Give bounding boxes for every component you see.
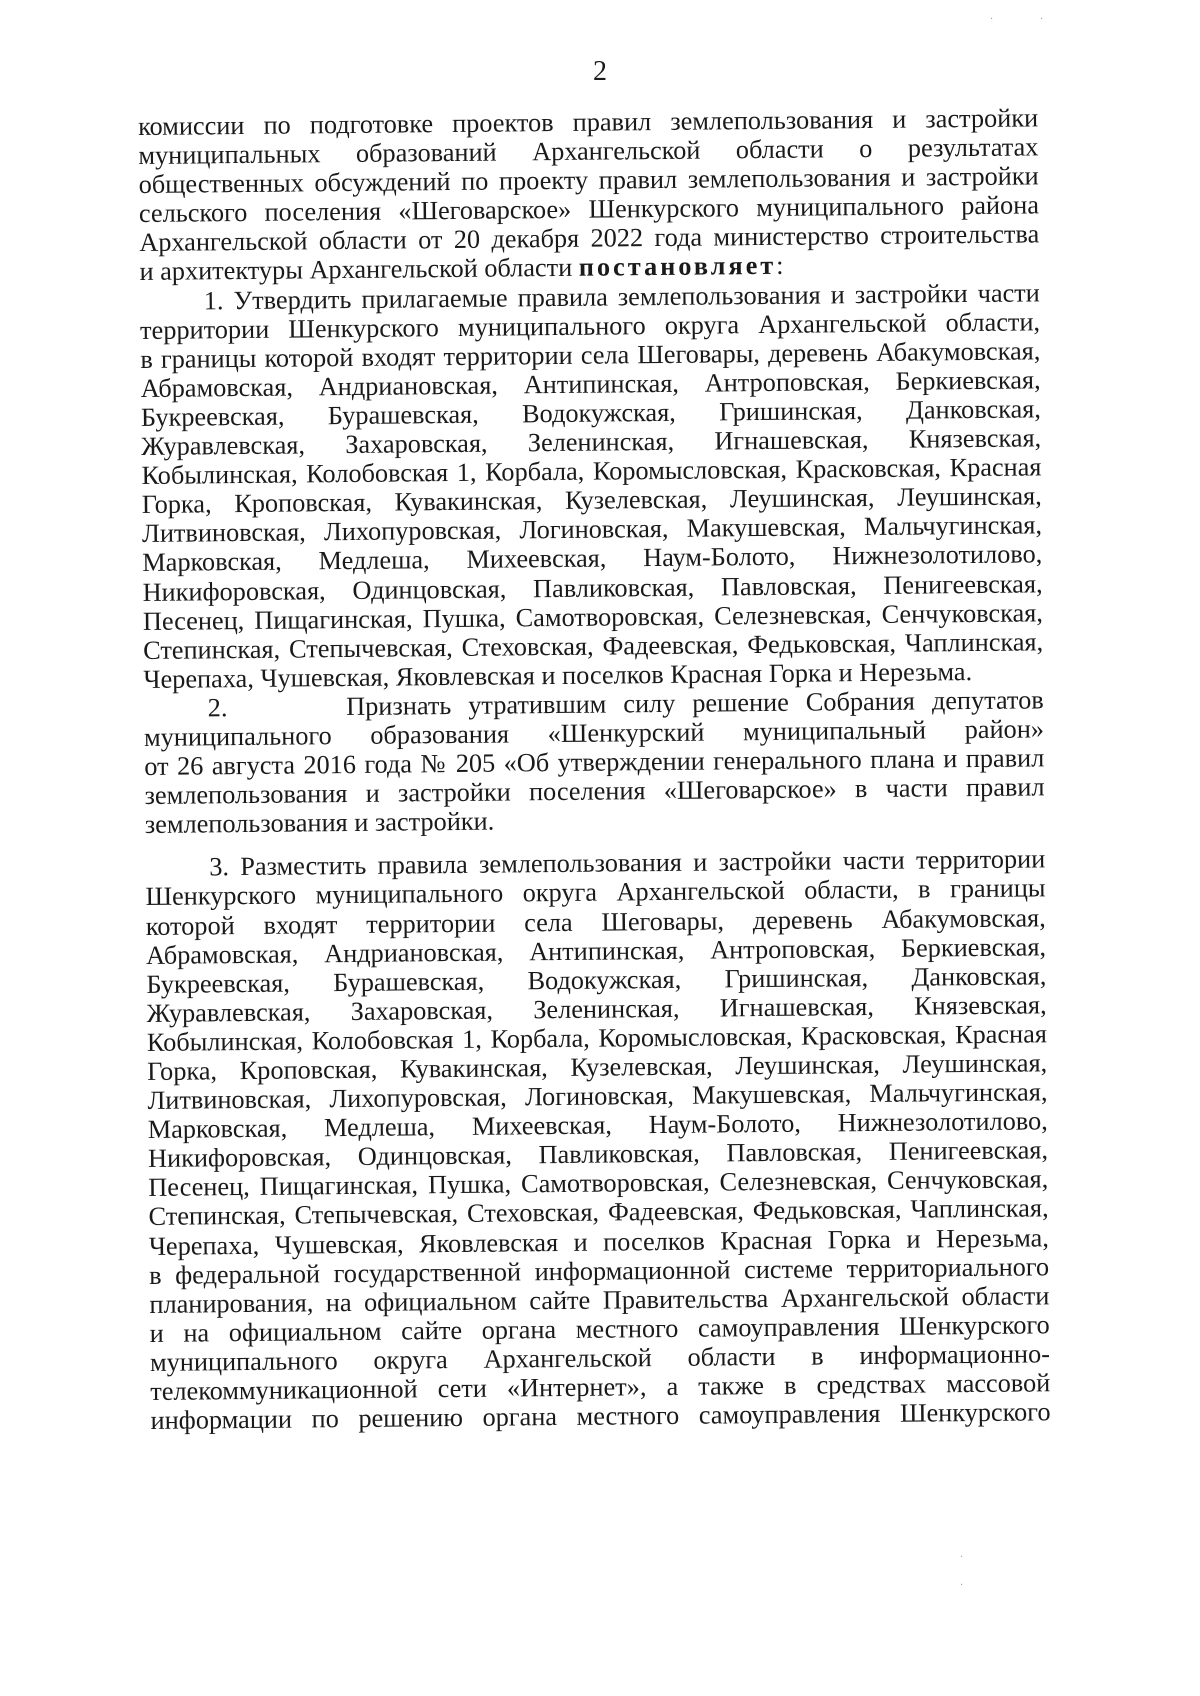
text-line: Черепаха, Чушевская, Яковлевская и поселков Красная Горка и Нерезьма. <box>143 656 973 694</box>
text-line: Марковская, Медлеша, Михеевская, Наум-Болото, Нижнезолотилово, <box>142 539 1043 578</box>
text-line: комиссии по подготовке проектов правил землепользования и застройки <box>138 103 1039 141</box>
text-line: Архангельской области от 20 декабря 2022 года министерство строительства <box>139 219 1040 258</box>
paragraph-intro <box>138 103 1040 286</box>
text-line: которой входят территории села Шеговары, деревень Абакумовская, <box>145 902 1046 941</box>
text-line: Литвиновская, Лихопуровская, Логиновская, Макушевская, Мальчугинская, <box>141 510 1043 549</box>
resolution-keyword: постановляет <box>578 251 777 283</box>
text-line: Марковская, Медлеша, Михеевская, Наум-Болото, Нижнезолотилово, <box>147 1106 1048 1145</box>
scan-speck: · <box>960 1552 964 1563</box>
paragraph-item-1 <box>140 278 1044 694</box>
text-line: муниципальных образований Архангельской области о результатах <box>138 132 1039 171</box>
text-line: Песенец, Пищагинская, Пушка, Самотворовская, Селезневская, Сенчуковская, <box>148 1164 1049 1203</box>
text-line: Шенкурского муниципального округа Архангельской области, в границы <box>145 873 1046 912</box>
text-run: : <box>776 251 784 281</box>
text-line: Степинская, Степычевская, Стеховская, Фадеевская, Федьковская, Чаплинская, <box>148 1193 1049 1232</box>
text-line: Горка, Кроповская, Кувакинская, Кузелевская, Леушинская, Леушинская, <box>141 481 1042 520</box>
text-line: телекоммуникационной сети «Интернет», а также в средствах массовой <box>150 1368 1051 1406</box>
text-line: территории Шенкурского муниципального округа Архангельской области, <box>139 307 1041 345</box>
document-body <box>138 103 1051 1435</box>
text-line: Никифоровская, Одинцовская, Павликовская, Павловская, Пенигеевская, <box>142 568 1043 607</box>
paragraph-item-3 <box>145 845 1051 1435</box>
scan-speck: · <box>1040 14 1044 25</box>
text-line: муниципального округа Архангельской области в информационно- <box>149 1339 1051 1377</box>
text-line: Журавлевская, Захаровская, Зеленинская, Игнашевская, Князевская, <box>146 990 1047 1028</box>
text-line: муниципального образования «Шенкурский муниципальный район» <box>143 714 1045 752</box>
text-line: Букреевская, Бурашевская, Водокужская, Гришинская, Данковская, <box>140 394 1042 432</box>
item-number: 2. <box>207 693 228 723</box>
text-run: Признать утратившим силу решение Собрания депутатов <box>346 685 1044 721</box>
text-line: 1. Утвердить прилагаемые правила землепользования и застройки части <box>203 277 1040 315</box>
text-line: от 26 августа 2016 года № 205 «Об утверждении генерального плана и правил <box>144 743 1045 782</box>
text-line: планирования, на официальном сайте Правительства Архангельской области <box>149 1281 1050 1319</box>
text-line: Абрамовская, Андриановская, Антипинская, Антроповская, Беркиевская, <box>145 931 1047 970</box>
text-line: Степинская, Степычевская, Стеховская, Фадеевская, Федьковская, Чаплинская, <box>143 627 1044 665</box>
text-line: Горка, Кроповская, Кувакинская, Кузелевская, Леушинская, Леушинская, <box>147 1048 1048 1086</box>
text-line: Литвиновская, Лихопуровская, Логиновская, Макушевская, Мальчугинская, <box>147 1077 1048 1116</box>
scan-speck: · <box>990 14 994 25</box>
text-line: 3. Разместить правила землепользования и застройки части территории <box>209 844 1046 882</box>
text-line: Никифоровская, Одинцовская, Павликовская, Павловская, Пенигеевская, <box>147 1135 1049 1174</box>
text-line: Песенец, Пищагинская, Пушка, Самотворовская, Селезневская, Сенчуковская, <box>142 597 1043 636</box>
paragraph-item-2 <box>144 685 1045 839</box>
text-line: Журавлевская, Захаровская, Зеленинская, Игнашевская, Князевская, <box>141 423 1042 462</box>
text-line: Абрамовская, Андриановская, Антипинская, Антроповская, Беркиевская, <box>140 365 1041 403</box>
text-line: общественных обсуждений по проекту правил землепользования и застройки <box>138 161 1039 200</box>
text-line: Букреевская, Бурашевская, Водокужская, Гришинская, Данковская, <box>146 961 1047 999</box>
text-line: Кобылинская, Колобовская 1, Корбала, Коромысловская, Красковская, Красная <box>141 452 1042 491</box>
text-line: Кобылинская, Колобовская 1, Корбала, Коромысловская, Красковская, Красная <box>146 1019 1048 1057</box>
scan-speck: · <box>960 1580 964 1591</box>
text-line: информации по решению органа местного самоуправления Шенкурского <box>150 1397 1051 1436</box>
text-line: в границы которой входят территории села Шеговары, деревень Абакумовская, <box>140 336 1041 374</box>
text-line: и на официальном сайте органа местного самоуправления Шенкурского <box>149 1310 1050 1348</box>
text-line: Черепаха, Чушевская, Яковлевская и поселков Красная Горка и Нерезьма, <box>148 1222 1049 1261</box>
text-line: землепользования и застройки. <box>144 806 495 840</box>
text-run: и архитектуры Архангельской области <box>139 253 579 287</box>
page-number: 2 <box>593 56 607 87</box>
text-line: землепользования и застройки поселения «Шеговарское» в части правил <box>144 772 1045 811</box>
text-line: сельского поселения «Шеговарское» Шенкурского муниципального района <box>138 190 1040 229</box>
text-line: в федеральной государственной информационной системе территориального <box>149 1251 1050 1290</box>
